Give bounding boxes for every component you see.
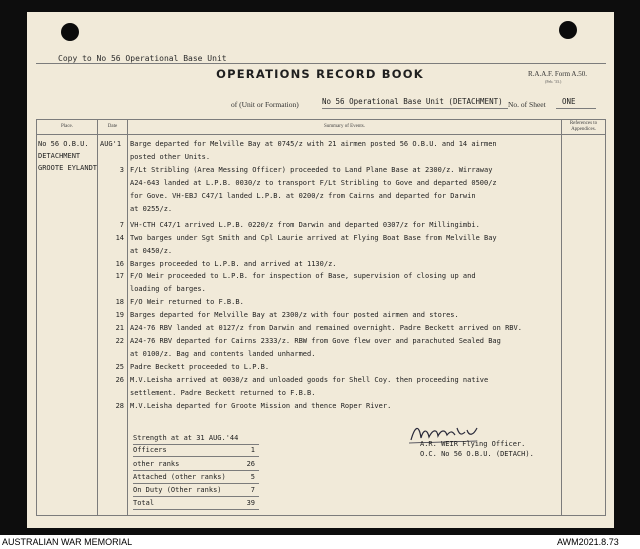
unit-caption: of (Unit or Formation)	[231, 100, 299, 109]
strength-rule	[133, 483, 259, 484]
entry-date: 22	[115, 337, 124, 345]
summary-line: Barges proceeded to L.P.B. and arrived at 1130/z.	[130, 260, 337, 268]
month-label: AUG'1	[100, 140, 122, 148]
summary-line: Barges departed for Melville Bay at 2300/z with four posted airmen and stores.	[130, 311, 459, 319]
strength-heading: Strength at at 31 AUG.'44	[133, 434, 239, 442]
summary-line: at 0100/z. Bag and contents landed unharmed.	[130, 350, 316, 358]
strength-value: 26	[246, 460, 255, 468]
table-bottom-rule	[36, 515, 606, 516]
strength-rule	[133, 444, 259, 445]
strength-value: 39	[246, 499, 255, 507]
top-rule	[36, 63, 606, 64]
place-line: DETACHMENT	[38, 152, 81, 160]
strength-value: 7	[250, 486, 255, 494]
entry-date: 19	[115, 311, 124, 319]
summary-line: loading of barges.	[130, 285, 206, 293]
header-place: Place.	[60, 124, 74, 129]
summary-line: for Gove. VH-EBJ C47/1 landed L.P.B. at 0200/z from Cairns and departed for Darwin	[130, 192, 476, 200]
strength-label: On Duty (Other ranks)	[133, 486, 222, 494]
table-left-rule	[36, 119, 37, 516]
punch-hole	[61, 23, 79, 41]
footer-accession-number: AWM2021.8.73	[557, 537, 619, 547]
unit-underline	[322, 108, 508, 109]
summary-line: posted other Units.	[130, 153, 211, 161]
summary-line: F/Lt Stribling (Area Messing Officer) proceeded to Land Plane Base at 2300/z. Wirraway	[130, 166, 493, 174]
sheet-caption: No. of Sheet	[508, 100, 546, 109]
place-date-divider	[97, 119, 98, 516]
page-title: OPERATIONS RECORD BOOK	[216, 67, 424, 81]
strength-rule	[133, 509, 259, 510]
summary-line: A24-76 RBV landed at 0127/z from Darwin and remained overnight. Padre Beckett arrived on RBV.	[130, 324, 522, 332]
summary-line: Two barges under Sgt Smith and Cpl Laurie arrived at Flying Boat Base from Melville Bay	[130, 234, 497, 242]
unit-value: No 56 Operational Base Unit (DETACHMENT)	[322, 97, 503, 106]
footer-archive-name: AUSTRALIAN WAR MEMORIAL	[2, 537, 133, 547]
summary-line: M.V.Leisha arrived at 0030/z and unloaded goods for Shell Coy. then proceeding native	[130, 376, 489, 384]
strength-label: Officers	[133, 446, 167, 454]
table-right-rule	[605, 119, 606, 516]
entry-date: 7	[119, 221, 124, 229]
entry-date: 21	[115, 324, 124, 332]
copy-note: Copy to No 56 Operational Base Unit	[58, 54, 227, 63]
entry-date: 17	[115, 272, 124, 280]
summary-line: M.V.Leisha departed for Groote Mission and thence Roper River.	[130, 402, 392, 410]
strength-label: other ranks	[133, 460, 180, 468]
header-date: Date	[107, 124, 118, 129]
entry-date: 28	[115, 402, 124, 410]
summary-line: Padre Beckett proceeded to L.P.B.	[130, 363, 270, 371]
strength-value: 1	[250, 446, 255, 454]
summary-line: F/O Weir returned to F.B.B.	[130, 298, 244, 306]
sheet-value: ONE	[562, 97, 576, 106]
strength-rule	[133, 456, 259, 457]
place-line: No 56 O.B.U.	[38, 140, 89, 148]
form-number: R.A.A.F. Form A.50.	[528, 70, 587, 78]
strength-label: Total	[133, 499, 155, 507]
strength-value: 5	[250, 473, 255, 481]
strength-rule	[133, 496, 259, 497]
header-references: References to Appendices.	[569, 121, 598, 132]
table-top-rule	[36, 119, 606, 120]
sheet-underline	[556, 108, 596, 109]
signatory-name: A.R. WEIR Flying Officer.	[420, 440, 526, 448]
summary-line: Barge departed for Melville Bay at 0745/z with 21 airmen posted 56 O.B.U. and 14 airmen	[130, 140, 497, 148]
place-line: GROOTE EYLANDT	[38, 164, 98, 172]
summary-line: F/O Weir proceeded to L.P.B. for inspection of Base, supervision of closing up and	[130, 272, 476, 280]
summary-references-divider	[561, 119, 562, 516]
header-rule	[36, 134, 606, 135]
summary-line: at 0450/z.	[130, 247, 173, 255]
header-summary: Summary of Events.	[324, 124, 365, 129]
summary-line: VH-CTH C47/1 arrived L.P.B. 0220/z from Darwin and departed 0307/z for Millingimbi.	[130, 221, 480, 229]
entry-date: 3	[119, 166, 124, 174]
summary-line: at 0255/z.	[130, 205, 173, 213]
summary-line: A24-76 RBV departed for Cairns 2333/z. RBW from Gove flew over and parachuted Sealed Bag	[130, 337, 501, 345]
signatory-unit: O.C. No 56 O.B.U. (DETACH).	[420, 450, 534, 458]
summary-line: A24-643 landed at L.P.B. 0030/z to transport F/Lt Stribling to Gove and departed 0500/z	[130, 179, 497, 187]
form-revision: (Feb. '33.)	[545, 79, 562, 84]
punch-hole	[559, 21, 577, 39]
entry-date: 25	[115, 363, 124, 371]
date-summary-divider	[127, 119, 128, 516]
entry-date: 18	[115, 298, 124, 306]
entry-date: 26	[115, 376, 124, 384]
strength-label: Attached (other ranks)	[133, 473, 226, 481]
entry-date: 16	[115, 260, 124, 268]
summary-line: settlement. Padre Beckett returned to F.B.B.	[130, 389, 316, 397]
entry-date: 14	[115, 234, 124, 242]
strength-rule	[133, 470, 259, 471]
